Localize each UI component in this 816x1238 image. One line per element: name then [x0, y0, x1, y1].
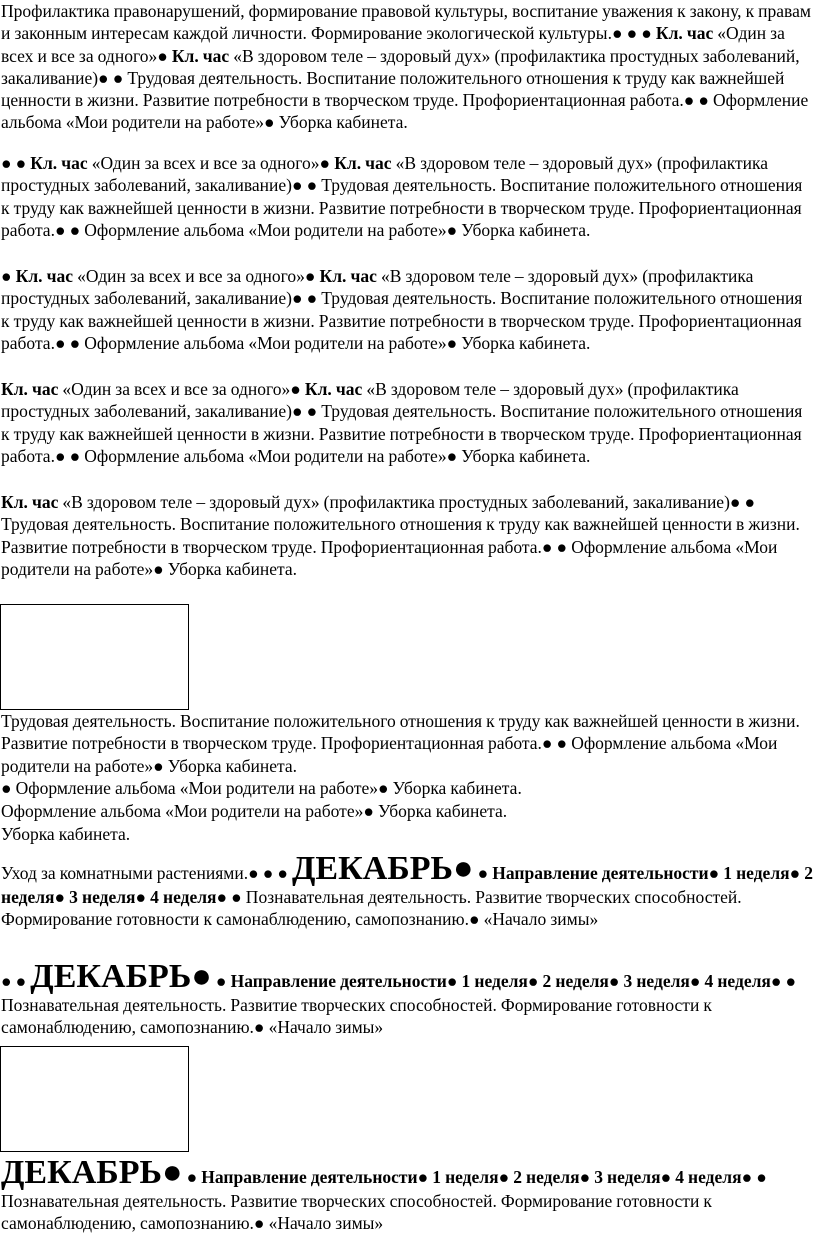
- month-heading: ДЕКАБРЬ●: [1, 1154, 183, 1191]
- text: «В здоровом теле – здоровый дух» (профилактика простудных заболеваний, закаливание)● ● Трудовая деятельность. Воспитание положительного отношения к труду как важнейшей ценности в жизни. Развитие потребности в творческом труде. Профориентационная работа.● ● Оформление альбома «Мои родители на работе»● Уборка кабинета.: [1, 379, 803, 466]
- text: «В здоровом теле – здоровый дух» (профилактика простудных заболеваний, закаливание)● ● Трудовая деятельность. Воспитание положительного отношения к труду как важнейшей ценности в жизни. Развитие потребности в творческом труде. Профориентационная работа.● ● Оформление альбома «Мои родители на работе»● Уборка кабинета.: [1, 492, 800, 579]
- text: Трудовая деятельность. Воспитание положительного отношения к труду как важнейшей ценности в жизни. Развитие потребности в творческом труде. Профориентационная работа.● ● Оформление альбома «Мои родители на работе»● Уборка кабинета.: [1, 711, 800, 776]
- text: «В здоровом теле – здоровый дух» (профилактика простудных заболеваний, закаливание)● ● Трудовая деятельность. Воспитание положительного отношения к труду как важнейшей ценности в жизни. Развитие потребности в творческом труде. Профориентационная работа.● ● Оформление альбома «Мои родители на работе»● Уборка кабинета.: [1, 45, 809, 133]
- text: ● ●: [1, 971, 31, 991]
- class-hour-label: Кл. час: [319, 266, 377, 286]
- class-hour-label: Кл. час: [1, 492, 59, 512]
- paragraph-9: [1, 823, 813, 845]
- text: «Один за всех и все за одного»●: [87, 153, 335, 173]
- paragraph-4: [1, 378, 813, 467]
- class-hour-label: Кл. час: [15, 266, 74, 286]
- text: Уборка кабинета.: [1, 824, 131, 844]
- text: «Один за всех и все за одного»●: [73, 266, 320, 286]
- paragraph-11: [1, 960, 813, 1039]
- text: ●: [211, 971, 231, 991]
- paragraph-10: [1, 852, 813, 931]
- paragraph-5: [1, 491, 813, 580]
- paragraph-2: [1, 152, 813, 241]
- class-hour-label: Кл. час: [171, 45, 230, 66]
- empty-image-frame: [0, 604, 189, 710]
- text: ●: [182, 1167, 202, 1187]
- paragraph-3: [1, 265, 813, 354]
- text: «В здоровом теле – здоровый дух» (профилактика простудных заболеваний, закаливание)● ● Трудовая деятельность. Воспитание положительного отношения к труду как важнейшей ценности в жизни. Развитие потребности в творческом труде. Профориентационная работа.● ● Оформление альбома «Мои родители на работе»● Уборка кабинета.: [1, 153, 803, 240]
- schedule-header: Направление деятельности● 1 неделя● 2 неделя● 3 неделя● 4 неделя● ●: [201, 1167, 767, 1187]
- text: Оформление альбома «Мои родители на работе»● Уборка кабинета.: [1, 801, 508, 821]
- text: ● Оформление альбома «Мои родители на работе»● Уборка кабинета.: [1, 778, 522, 798]
- schedule-header: Направление деятельности● 1 неделя● 2 неделя● 3 неделя● 4 неделя● ●: [1, 863, 814, 907]
- paragraph-1: [1, 0, 813, 134]
- class-hour-label: Кл. час: [30, 153, 88, 173]
- text: Профилактика правонарушений, формирование правовой культуры, воспитание уважения к закону, к правам и законным интересам каждой личности. Формирование экологической культуры.● ● ●: [1, 1, 811, 44]
- month-heading: ДЕКАБРЬ●: [292, 850, 474, 887]
- text: «Один за всех и все за одного»●: [1, 23, 785, 66]
- empty-image-frame: [0, 1046, 189, 1152]
- text: «В здоровом теле – здоровый дух» (профилактика простудных заболеваний, закаливание)● ● Трудовая деятельность. Воспитание положительного отношения к труду как важнейшей ценности в жизни. Развитие потребности в творческом труде. Профориентационная работа.● ● Оформление альбома «Мои родители на работе»● Уборка кабинета.: [1, 266, 803, 353]
- text: ● ●: [1, 153, 31, 173]
- paragraph-7: [1, 777, 813, 799]
- month-heading: ДЕКАБРЬ●: [30, 958, 212, 995]
- class-hour-label: Кл. час: [655, 23, 714, 44]
- paragraph-8: [1, 800, 813, 822]
- class-hour-label: Кл. час: [304, 379, 363, 399]
- class-hour-label: Кл. час: [1, 379, 59, 399]
- text: Познавательная деятельность. Развитие творческих способностей. Формирование готовности к самонаблюдению, самопознанию.● «Начало зимы»: [1, 995, 712, 1038]
- class-hour-label: Кл. час: [334, 153, 392, 173]
- schedule-header: Направление деятельности● 1 неделя● 2 неделя● 3 неделя● 4 неделя● ●: [230, 971, 797, 991]
- paragraph-12: [1, 1156, 813, 1235]
- text: Познавательная деятельность. Развитие творческих способностей. Формирование готовности к самонаблюдению, самопознанию.● «Начало зимы»: [1, 1191, 712, 1234]
- text: ●: [1, 266, 16, 286]
- text: ●: [473, 863, 493, 883]
- text: Уход за комнатными растениями.● ● ●: [1, 863, 293, 883]
- paragraph-6: [1, 710, 813, 777]
- text: «Один за всех и все за одного»●: [58, 379, 305, 399]
- text: Познавательная деятельность. Развитие творческих способностей. Формирование готовности к самонаблюдению, самопознанию.● «Начало зимы»: [1, 887, 742, 930]
